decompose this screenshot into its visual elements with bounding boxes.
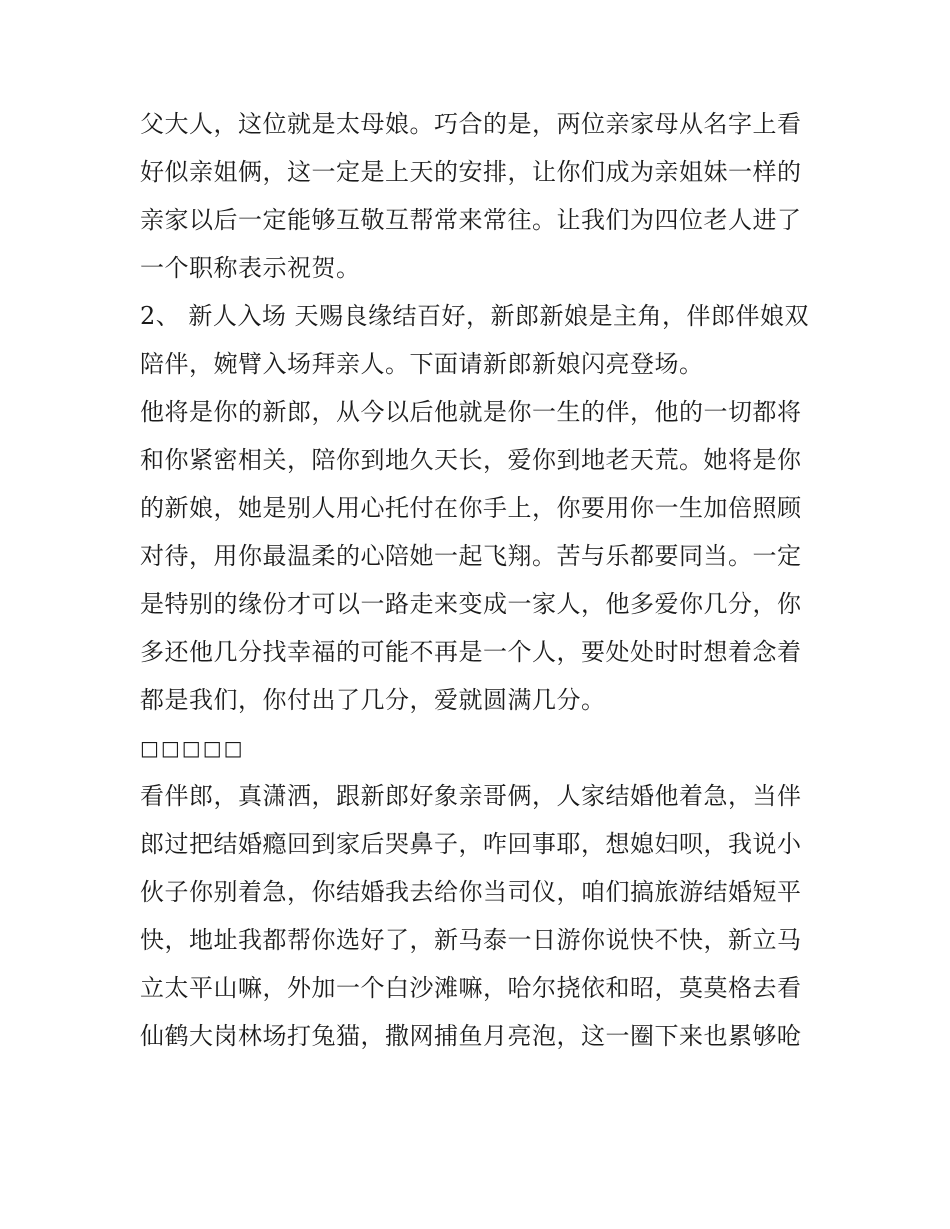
text-line: 一个职称表示祝贺。 xyxy=(140,254,361,282)
text-line: 的新娘，她是别人用心托付在你手上，你要用你一生加倍照顾 xyxy=(140,494,802,522)
text-line: 和你紧密相关，陪你到地久天长，爱你到地老天荒。她将是你 xyxy=(140,446,802,474)
text-line: 父大人，这位就是太母娘。巧合的是，两位亲家母从名字上看 xyxy=(140,110,802,138)
text-line: 亲家以后一定能够互敬互帮常来常往。让我们为四位老人进了 xyxy=(140,206,802,234)
text-line: 仙鹤大岗林场打兔猫，撒网捕鱼月亮泡，这一圈下来也累够呛 xyxy=(140,1022,802,1050)
text-line: 伙子你别着急，你结婚我去给你当司仪，咱们搞旅游结婚短平 xyxy=(140,878,802,906)
placeholder-glyph-line: □□□□□ xyxy=(140,736,245,760)
text-line: 好似亲姐俩，这一定是上天的安排，让你们成为亲姐妹一样的 xyxy=(140,158,802,186)
text-line: 对待，用你最温柔的心陪她一起飞翔。苦与乐都要同当。一定 xyxy=(140,542,802,570)
text-line: 快，地址我都帮你选好了，新马泰一日游你说快不快，新立马 xyxy=(140,926,802,954)
text-line: 陪伴，婉臂入场拜亲人。下面请新郎新娘闪亮登场。 xyxy=(140,350,704,378)
text-line: 郎过把结婚瘾回到家后哭鼻子，咋回事耶，想媳妇呗，我说小 xyxy=(140,830,802,858)
document-page xyxy=(140,100,812,1060)
text-line: 多还他几分找幸福的可能不再是一个人，要处处时时想着念着 xyxy=(140,638,802,666)
text-line: 是特别的缘份才可以一路走来变成一家人，他多爱你几分，你 xyxy=(140,590,802,618)
text-line: 都是我们，你付出了几分，爱就圆满几分。 xyxy=(140,686,606,714)
text-line: 他将是你的新郎，从今以后他就是你一生的伴，他的一切都将 xyxy=(140,398,802,426)
text-line: 看伴郎，真潇洒，跟新郎好象亲哥俩，人家结婚他着急，当伴 xyxy=(140,782,802,810)
text-line: 2、 新人入场 天赐良缘结百好，新郎新娘是主角，伴郎伴娘双 xyxy=(140,302,810,330)
text-line: 立太平山嘛，外加一个白沙滩嘛，哈尔挠依和昭，莫莫格去看 xyxy=(140,974,802,1002)
